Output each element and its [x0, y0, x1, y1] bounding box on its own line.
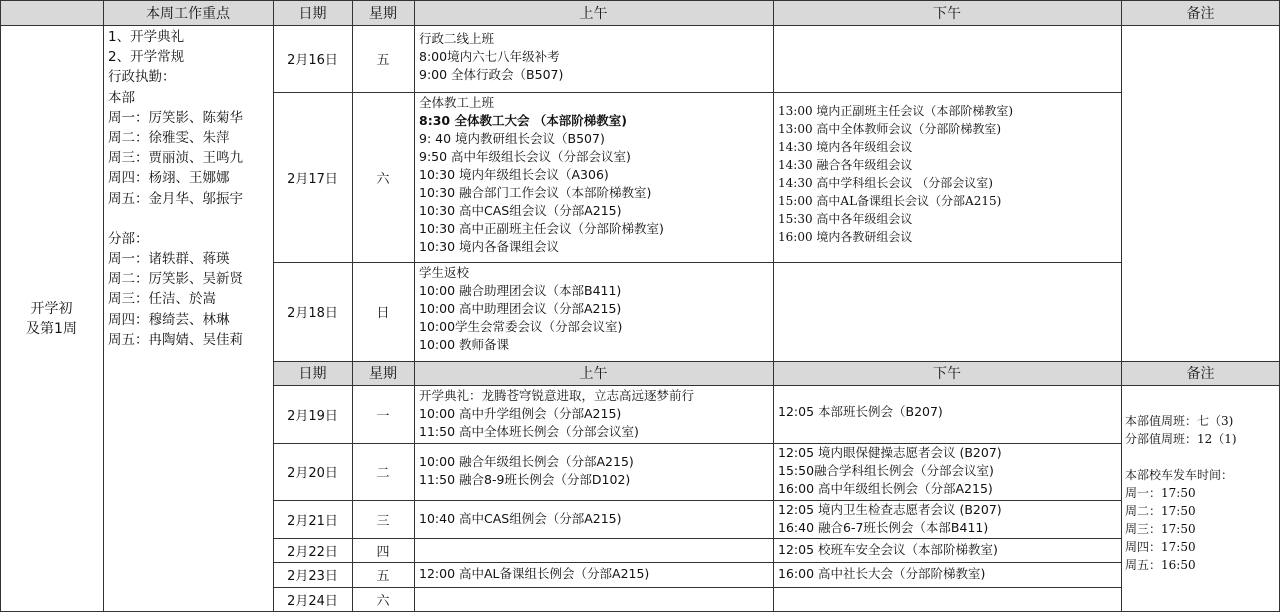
grid-line: [103, 0, 104, 612]
notes-line: 周二：17:50: [1125, 504, 1196, 518]
weekday-cell: 四: [376, 544, 390, 560]
date-cell: 2月23日: [287, 569, 338, 584]
focus-line: 本部: [108, 89, 135, 106]
morning-cell: [414, 262, 773, 361]
grid-line: [273, 500, 1121, 501]
notes-cell: [1121, 385, 1280, 612]
focus-line: 周五：金月华、邬振宇: [108, 190, 243, 207]
header-blank: [0, 0, 103, 25]
morning-item: 开学典礼：龙腾苍穹锐意进取，立志高远逐梦前行: [419, 388, 695, 403]
header-weekday: 星期: [352, 0, 414, 25]
header-date: 日期: [273, 0, 352, 25]
morning-cell: [414, 500, 773, 538]
grid-line: [273, 562, 1121, 563]
morning-cell: [414, 443, 773, 500]
morning-item: 9:50 高中年级组长会议（分部会议室): [419, 149, 631, 164]
weekday-cell: 六: [376, 171, 390, 187]
focus-line: 周二：徐雅雯、朱萍: [108, 130, 230, 147]
date-cell: 2月18日: [287, 306, 338, 321]
grid-line: [273, 443, 1121, 444]
afternoon-item: 16:40 融合6-7班长例会（本部B411): [778, 520, 989, 535]
focus-line: 分部：: [108, 230, 149, 247]
date-cell: 2月20日: [287, 466, 338, 481]
subheader-morning: 上午: [414, 361, 773, 385]
afternoon-cell: [773, 587, 1121, 612]
morning-item: 全体教工上班: [419, 95, 495, 110]
morning-cell: [414, 587, 773, 612]
morning-item: 9: 40 境内教研组长会议（B507): [419, 131, 605, 146]
afternoon-item: 15:30 高中各年级组会议: [778, 212, 913, 226]
focus-line: 周五：冉陶婧、吴佳莉: [108, 331, 243, 348]
grid-line: [273, 587, 1121, 588]
weekday-cell: 一: [376, 408, 390, 424]
notes-top-cell: [1121, 25, 1280, 361]
grid-line: [273, 92, 1121, 93]
morning-item: 8:30 全体教工大会 （本部阶梯教室): [419, 113, 628, 128]
morning-item: 10:00 高中助理团会议（分部A215): [419, 301, 622, 316]
morning-item: 11:50 高中全体班长例会（分部会议室): [419, 424, 639, 439]
notes-line: 本部校车发车时间：: [1125, 468, 1234, 482]
afternoon-cell: [773, 25, 1121, 92]
afternoon-cell: [773, 385, 1121, 443]
grid-line: [0, 0, 1, 612]
afternoon-item: 16:00 高中年级组长例会（分部A215): [778, 481, 993, 496]
morning-cell: [414, 92, 773, 262]
morning-item: 10:00 教师备课: [419, 337, 509, 352]
notes-line: 周三：17:50: [1125, 522, 1196, 536]
focus-line: 周三：贾丽浈、王鸣九: [108, 150, 243, 167]
morning-cell: [414, 538, 773, 562]
afternoon-cell: [773, 500, 1121, 538]
afternoon-cell: [773, 262, 1121, 361]
morning-item: 学生返校: [419, 265, 470, 280]
morning-item: 10:30 融合部门工作会议（本部阶梯教室): [419, 185, 652, 200]
morning-item: 10:30 高中CAS组会议（分部A215): [419, 203, 622, 218]
notes-line: 周一：17:50: [1125, 486, 1196, 500]
afternoon-cell: [773, 92, 1121, 262]
afternoon-item: 12:05 境内眼保健操志愿者会议 (B207): [778, 445, 1002, 460]
focus-line: 周四：穆绮芸、林琳: [108, 311, 230, 328]
afternoon-item: 15:00 高中AL备课组长会议（分部A215): [778, 194, 1002, 208]
header-focus: 本周工作重点: [103, 0, 273, 25]
morning-item: 10:30 境内年级组长会议（A306): [419, 167, 609, 182]
notes-line: 周五：16:50: [1125, 558, 1196, 572]
focus-line: 1、开学典礼: [108, 29, 185, 45]
focus-line: 周四：杨翊、王娜娜: [108, 170, 230, 187]
focus-line: 行政执勤：: [108, 69, 176, 86]
morning-item: 12:00 高中AL备课组长例会（分部A215): [419, 566, 650, 581]
morning-item: 10:30 高中正副班主任会议（分部阶梯教室): [419, 221, 664, 236]
focus-line: 周二：厉笑影、吴新贤: [108, 271, 243, 288]
week-label: 开学初 及第1周: [26, 300, 77, 337]
notes-line: 周四：17:50: [1125, 540, 1196, 554]
morning-cell: [414, 385, 773, 443]
header-morning: 上午: [414, 0, 773, 25]
grid-line: [1121, 0, 1122, 612]
focus-line: [108, 209, 273, 229]
focus-line: 周一：厉笑影、陈菊华: [108, 109, 243, 126]
focus-line: 2、开学常规: [108, 49, 185, 66]
afternoon-cell: [773, 562, 1121, 587]
focus-line: 周一：诸轶群、蒋瑛: [108, 251, 230, 268]
afternoon-cell: [773, 443, 1121, 500]
morning-cell: [414, 562, 773, 587]
focus-line: 周三：任洁、於嵩: [108, 291, 216, 308]
afternoon-item: 12:05 境内卫生检查志愿者会议 (B207): [778, 502, 1002, 517]
morning-item: 10:30 境内各备课组会议: [419, 239, 559, 254]
afternoon-item: 12:05 校班车安全会议（本部阶梯教室): [778, 542, 998, 557]
afternoon-item: 14:30 境内各年级组会议: [778, 140, 913, 154]
date-cell: 2月16日: [287, 53, 338, 68]
morning-item: 10:00 融合年级组长例会（分部A215): [419, 454, 634, 469]
morning-cell: [414, 25, 773, 92]
weekday-cell: 二: [376, 466, 390, 481]
afternoon-item: 14:30 融合各年级组会议: [778, 158, 913, 172]
grid-line: [273, 361, 1280, 362]
date-cell: 2月24日: [287, 594, 338, 609]
afternoon-item: 13:00 境内正副班主任会议（本部阶梯教室): [778, 104, 1014, 118]
morning-item: 11:50 融合8-9班长例会（分部D102): [419, 472, 631, 487]
grid-line: [273, 385, 1280, 386]
notes-line: 本部值周班：七（3): [1125, 414, 1234, 428]
date-cell: 2月22日: [287, 544, 338, 560]
morning-item: 行政二线上班: [419, 31, 495, 46]
morning-item: 10:40 高中CAS组例会（分部A215): [419, 511, 622, 526]
date-cell: 2月17日: [287, 171, 338, 187]
weekday-cell: 六: [376, 594, 390, 609]
header-afternoon: 下午: [773, 0, 1121, 25]
afternoon-item: 16:00 高中社长大会（分部阶梯教室): [778, 566, 986, 581]
notes-line: 分部值周班：12（1): [1125, 432, 1237, 446]
afternoon-item: 12:05 本部班长例会（B207): [778, 404, 943, 419]
weekday-cell: 日: [376, 306, 390, 321]
date-cell: 2月21日: [287, 513, 338, 529]
afternoon-item: 16:00 境内各教研组会议: [778, 230, 913, 244]
afternoon-cell: [773, 538, 1121, 562]
grid-line: [273, 538, 1121, 539]
grid-line: [273, 262, 1121, 263]
afternoon-item: 14:30 高中学科组长会议 （分部会议室): [778, 176, 993, 190]
weekly-focus-cell: [103, 25, 273, 612]
subheader-notes: 备注: [1121, 361, 1280, 385]
morning-item: 8:00境内六七八年级补考: [419, 49, 560, 64]
subheader-afternoon: 下午: [773, 361, 1121, 385]
grid-line: [0, 0, 1280, 1]
morning-item: 9:00 全体行政会（B507): [419, 67, 564, 82]
grid-line: [0, 25, 1280, 26]
morning-item: 10:00 融合助理团会议（本部B411): [419, 283, 622, 298]
morning-item: 10:00 高中升学组例会（分部A215): [419, 406, 622, 421]
weekday-cell: 五: [376, 569, 390, 584]
weekday-cell: 三: [376, 513, 390, 529]
weekday-cell: 五: [376, 53, 390, 68]
subheader-date: 日期: [273, 361, 352, 385]
afternoon-item: 13:00 高中全体教师会议（分部阶梯教室): [778, 122, 1002, 136]
date-cell: 2月19日: [287, 408, 338, 424]
notes-line: [1125, 448, 1280, 466]
afternoon-item: 15:50融合学科组长例会（分部会议室): [778, 463, 994, 478]
morning-item: 10:00学生会常委会议（分部会议室): [419, 319, 623, 334]
subheader-weekday: 星期: [352, 361, 414, 385]
header-notes: 备注: [1121, 0, 1280, 25]
